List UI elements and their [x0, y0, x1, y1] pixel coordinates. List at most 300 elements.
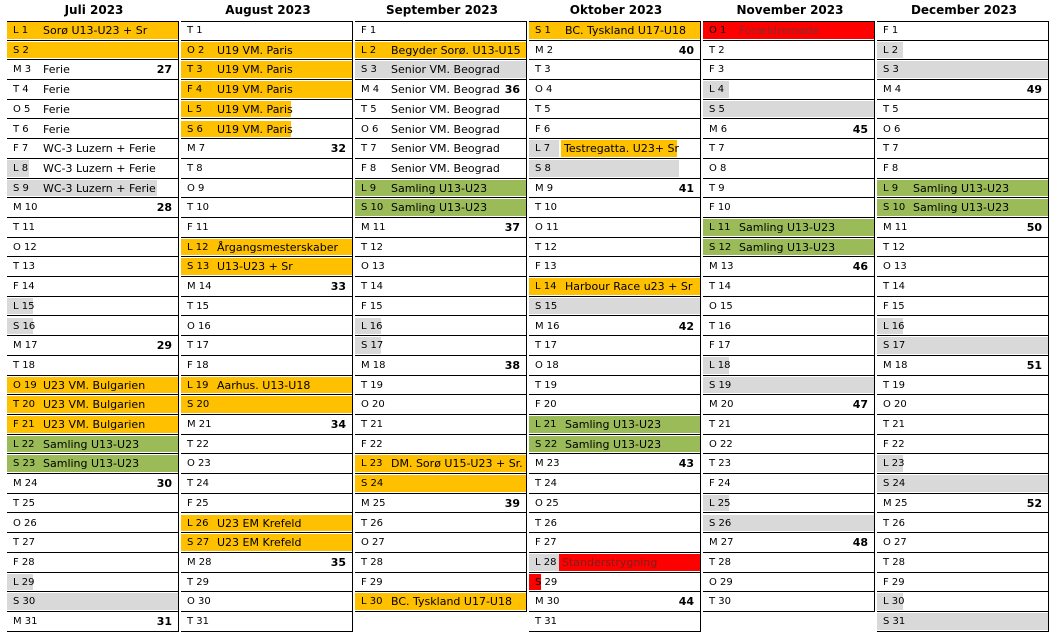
week-number: 30 — [156, 477, 172, 491]
day-label: S 31 — [883, 616, 906, 627]
day-label: O 9 — [187, 182, 205, 194]
day-label: S 29 — [535, 576, 558, 588]
day-row[interactable] — [181, 80, 352, 100]
day-row[interactable] — [877, 297, 1048, 317]
day-label: O 27 — [883, 537, 907, 549]
event-label: U23 VM. Bulgarien — [43, 378, 146, 392]
event-label: Senior VM. Beograd — [391, 142, 500, 156]
day-label: T 13 — [13, 261, 36, 273]
day-row[interactable] — [529, 612, 700, 632]
day-row[interactable] — [181, 533, 352, 553]
day-row[interactable] — [181, 120, 352, 140]
day-row[interactable] — [529, 60, 700, 80]
day-label: O 6 — [883, 123, 901, 135]
day-row[interactable] — [181, 356, 352, 376]
day-row[interactable] — [7, 474, 178, 494]
day-row[interactable] — [181, 336, 352, 356]
day-row[interactable] — [877, 376, 1048, 396]
day-label: L 16 — [361, 320, 383, 332]
day-row[interactable] — [703, 573, 874, 593]
day-row[interactable] — [703, 159, 874, 179]
event-label: U23 EM Krefeld — [217, 536, 302, 550]
day-row[interactable] — [529, 474, 700, 494]
day-row[interactable] — [529, 100, 700, 120]
day-label: T 19 — [883, 379, 906, 391]
event-label: Senior VM. Beograd — [391, 102, 500, 116]
day-label: T 14 — [361, 281, 384, 293]
day-label: T 2 — [709, 44, 725, 56]
week-number: 46 — [852, 260, 868, 274]
day-row[interactable] — [355, 179, 526, 199]
day-row[interactable] — [7, 80, 178, 100]
day-row[interactable] — [529, 139, 700, 159]
event-label: Harbour Race u23 + Sr — [565, 280, 693, 294]
day-label: T 5 — [361, 103, 377, 115]
day-label: F 28 — [13, 556, 35, 568]
day-label: M 2 — [535, 44, 554, 56]
event-label: WC-3 Luzern + Ferie — [43, 142, 156, 156]
day-row[interactable] — [355, 395, 526, 415]
day-row[interactable] — [7, 356, 178, 376]
day-row[interactable] — [355, 435, 526, 455]
day-label: T 19 — [361, 379, 384, 391]
day-label: S 13 — [187, 261, 210, 273]
day-row[interactable] — [703, 41, 874, 61]
day-row[interactable] — [877, 238, 1048, 258]
day-label: F 22 — [883, 438, 905, 450]
day-label: L 25 — [709, 497, 731, 509]
day-label: F 1 — [361, 25, 377, 36]
day-row[interactable] — [703, 120, 874, 140]
event-label: Standerstrygning — [562, 555, 658, 569]
event-label: Samling U13-U23 — [43, 437, 140, 451]
day-row[interactable] — [7, 592, 178, 612]
day-row[interactable] — [877, 514, 1048, 534]
day-row[interactable] — [529, 415, 700, 435]
day-row[interactable] — [529, 21, 700, 41]
day-row[interactable] — [355, 494, 526, 514]
day-label: L 21 — [535, 419, 557, 430]
column-separator — [352, 21, 353, 632]
day-label: T 22 — [187, 438, 210, 450]
event-label: Sorø U13-U23 + Sr — [43, 24, 148, 37]
day-row[interactable] — [355, 198, 526, 218]
day-row[interactable] — [181, 474, 352, 494]
day-label: F 15 — [361, 300, 383, 312]
day-row[interactable] — [355, 80, 526, 100]
day-row[interactable] — [703, 592, 874, 612]
grid-line — [181, 21, 352, 22]
day-row[interactable] — [355, 139, 526, 159]
day-row[interactable] — [355, 41, 526, 61]
day-row[interactable] — [877, 612, 1048, 632]
week-number: 38 — [504, 358, 520, 372]
month-column-august — [181, 0, 355, 642]
day-row[interactable] — [529, 120, 700, 140]
day-label: M 21 — [187, 419, 212, 430]
day-row[interactable] — [877, 435, 1048, 455]
day-row[interactable] — [529, 454, 700, 474]
day-row[interactable] — [877, 356, 1048, 376]
day-label: T 21 — [709, 419, 732, 430]
day-label: T 3 — [187, 64, 203, 76]
day-label: M 10 — [13, 202, 38, 214]
day-row[interactable] — [181, 257, 352, 277]
day-row[interactable] — [703, 454, 874, 474]
day-label: F 29 — [883, 576, 905, 588]
day-row[interactable] — [355, 376, 526, 396]
day-label: O 18 — [535, 359, 559, 371]
day-row[interactable] — [355, 454, 526, 474]
day-row[interactable] — [703, 198, 874, 218]
day-row[interactable] — [181, 612, 352, 632]
day-row[interactable] — [7, 454, 178, 474]
day-label: M 17 — [13, 340, 38, 352]
week-number: 33 — [330, 280, 346, 294]
week-number: 51 — [1026, 358, 1042, 372]
day-row[interactable] — [7, 60, 178, 80]
day-row[interactable] — [703, 100, 874, 120]
day-row[interactable] — [703, 336, 874, 356]
day-row[interactable] — [181, 277, 352, 297]
day-label: L 28 — [535, 556, 557, 568]
day-row[interactable] — [703, 474, 874, 494]
day-label: S 24 — [361, 478, 384, 490]
day-row[interactable] — [529, 317, 700, 337]
day-label: T 7 — [883, 143, 899, 155]
day-row[interactable] — [7, 553, 178, 573]
day-row[interactable] — [529, 159, 700, 179]
event-label: Samling U13-U23 — [565, 437, 662, 451]
day-row[interactable] — [181, 435, 352, 455]
day-row[interactable] — [181, 218, 352, 238]
day-row[interactable] — [703, 494, 874, 514]
day-row[interactable] — [703, 179, 874, 199]
day-label: T 26 — [361, 517, 384, 529]
day-row[interactable] — [529, 533, 700, 553]
day-row[interactable] — [877, 395, 1048, 415]
day-row[interactable] — [877, 336, 1048, 356]
day-row[interactable] — [7, 120, 178, 140]
day-row[interactable] — [355, 356, 526, 376]
day-label: T 15 — [187, 300, 210, 312]
day-row[interactable] — [355, 100, 526, 120]
day-row[interactable] — [7, 238, 178, 258]
day-row[interactable] — [529, 573, 700, 593]
day-row[interactable] — [181, 454, 352, 474]
day-row[interactable] — [529, 198, 700, 218]
day-row[interactable] — [181, 139, 352, 159]
day-row[interactable] — [703, 60, 874, 80]
day-row[interactable] — [7, 100, 178, 120]
day-row[interactable] — [181, 179, 352, 199]
column-separator — [1048, 21, 1049, 632]
day-label: T 14 — [709, 281, 732, 293]
event-label: Årgangsmesterskaber — [217, 240, 338, 254]
day-row[interactable] — [7, 139, 178, 159]
day-row[interactable] — [181, 553, 352, 573]
day-row[interactable] — [355, 120, 526, 140]
day-label: T 31 — [187, 616, 210, 627]
day-label: T 14 — [883, 281, 906, 293]
day-row[interactable] — [181, 238, 352, 258]
grid-line — [877, 21, 1048, 22]
day-label: L 2 — [883, 44, 899, 56]
day-label: F 25 — [187, 497, 209, 509]
day-label: O 19 — [13, 379, 37, 391]
day-row[interactable] — [877, 553, 1048, 573]
day-label: T 28 — [883, 556, 906, 568]
day-row[interactable] — [529, 297, 700, 317]
day-row[interactable] — [7, 159, 178, 179]
event-label: Ferie — [43, 83, 70, 97]
day-label: T 24 — [187, 478, 210, 490]
day-row[interactable] — [703, 21, 874, 41]
day-row[interactable] — [703, 415, 874, 435]
day-row[interactable] — [355, 336, 526, 356]
day-label: S 5 — [709, 103, 725, 115]
day-row[interactable] — [7, 336, 178, 356]
day-label: T 12 — [883, 241, 906, 253]
day-label: M 31 — [13, 616, 38, 627]
day-row[interactable] — [529, 218, 700, 238]
day-row[interactable] — [7, 257, 178, 277]
event-label: Samling U13-U23 — [913, 181, 1010, 195]
day-label: O 22 — [709, 438, 733, 450]
day-row[interactable] — [703, 395, 874, 415]
day-row[interactable] — [355, 553, 526, 573]
week-number: 37 — [504, 221, 520, 234]
day-row[interactable] — [355, 415, 526, 435]
day-row[interactable] — [703, 80, 874, 100]
day-row[interactable] — [703, 553, 874, 573]
day-label: O 4 — [535, 84, 553, 96]
day-row[interactable] — [355, 277, 526, 297]
day-row[interactable] — [703, 356, 874, 376]
day-label: S 20 — [187, 399, 210, 411]
event-label: Ferie — [43, 122, 70, 136]
day-row[interactable] — [529, 277, 700, 297]
day-row[interactable] — [877, 198, 1048, 218]
day-label: M 20 — [709, 399, 734, 411]
event-label: Testregatta. U23+ Sr — [564, 142, 680, 156]
day-row[interactable] — [529, 592, 700, 612]
day-row[interactable] — [355, 514, 526, 534]
day-row[interactable] — [529, 238, 700, 258]
day-row[interactable] — [703, 257, 874, 277]
day-row[interactable] — [181, 395, 352, 415]
day-row[interactable] — [703, 277, 874, 297]
day-row[interactable] — [7, 514, 178, 534]
day-label: L 8 — [13, 162, 29, 174]
day-row[interactable] — [7, 218, 178, 238]
day-row[interactable] — [877, 415, 1048, 435]
day-row[interactable] — [181, 415, 352, 435]
day-label: O 11 — [535, 222, 559, 233]
day-label: O 15 — [709, 300, 733, 312]
day-row[interactable] — [703, 317, 874, 337]
day-row[interactable] — [355, 297, 526, 317]
week-number: 50 — [1026, 221, 1042, 234]
day-row[interactable] — [877, 474, 1048, 494]
day-row[interactable] — [529, 494, 700, 514]
day-row[interactable] — [181, 376, 352, 396]
event-label: Samling U13-U23 — [739, 240, 836, 254]
day-row[interactable] — [877, 317, 1048, 337]
day-row[interactable] — [181, 198, 352, 218]
day-label: S 26 — [709, 517, 732, 529]
day-label: L 19 — [187, 379, 209, 391]
day-label: S 2 — [13, 44, 29, 56]
event-label: Begyder Sorø. U13-U15 — [391, 43, 521, 57]
month-column-september — [355, 0, 529, 642]
column-separator — [526, 21, 527, 612]
day-row[interactable] — [7, 395, 178, 415]
day-label: F 13 — [535, 261, 557, 273]
day-row[interactable] — [181, 317, 352, 337]
day-row[interactable] — [877, 100, 1048, 120]
event-label: Senior VM. Beograd — [391, 63, 500, 77]
day-row[interactable] — [877, 179, 1048, 199]
day-row[interactable] — [7, 297, 178, 317]
day-row[interactable] — [181, 297, 352, 317]
day-label: T 19 — [535, 379, 558, 391]
day-row[interactable] — [355, 474, 526, 494]
day-label: T 5 — [535, 103, 551, 115]
day-row[interactable] — [7, 179, 178, 199]
day-label: L 30 — [361, 596, 383, 608]
day-row[interactable] — [7, 612, 178, 632]
day-label: S 30 — [13, 596, 36, 608]
day-row[interactable] — [181, 573, 352, 593]
day-label: T 25 — [13, 497, 36, 509]
day-row[interactable] — [703, 514, 874, 534]
event-label: BC. Tyskland U17-U18 — [565, 24, 686, 37]
day-row[interactable] — [877, 159, 1048, 179]
grid-line — [355, 21, 526, 22]
day-row[interactable] — [703, 533, 874, 553]
day-row[interactable] — [7, 277, 178, 297]
day-label: T 7 — [709, 143, 725, 155]
day-row[interactable] — [529, 435, 700, 455]
day-row[interactable] — [529, 376, 700, 396]
day-row[interactable] — [7, 317, 178, 337]
day-label: F 10 — [709, 202, 731, 214]
day-label: L 22 — [13, 438, 35, 450]
day-row[interactable] — [529, 179, 700, 199]
month-title: September 2023 — [386, 3, 498, 17]
day-row[interactable] — [355, 257, 526, 277]
day-row[interactable] — [355, 159, 526, 179]
day-row[interactable] — [7, 21, 178, 41]
day-label: S 17 — [361, 340, 384, 352]
day-row[interactable] — [181, 60, 352, 80]
day-row[interactable] — [7, 533, 178, 553]
day-row[interactable] — [355, 218, 526, 238]
day-label: F 8 — [883, 162, 899, 174]
day-row[interactable] — [529, 336, 700, 356]
day-row[interactable] — [703, 297, 874, 317]
week-number: 43 — [678, 457, 694, 471]
day-label: T 31 — [535, 616, 558, 627]
event-label: Samling U13-U23 — [391, 181, 488, 195]
day-row[interactable] — [355, 21, 526, 41]
day-label: S 15 — [535, 300, 558, 312]
week-number: 52 — [1026, 496, 1042, 510]
day-row[interactable] — [181, 494, 352, 514]
day-row[interactable] — [877, 60, 1048, 80]
day-label: T 3 — [535, 64, 551, 76]
day-row[interactable] — [181, 21, 352, 41]
week-number: 29 — [156, 339, 172, 353]
day-row[interactable] — [529, 356, 700, 376]
day-row[interactable] — [355, 573, 526, 593]
day-row[interactable] — [877, 454, 1048, 474]
week-number: 44 — [678, 595, 694, 609]
day-row[interactable] — [877, 592, 1048, 612]
day-row[interactable] — [529, 41, 700, 61]
day-row[interactable] — [877, 573, 1048, 593]
day-row[interactable] — [7, 494, 178, 514]
day-row[interactable] — [877, 41, 1048, 61]
day-label: F 6 — [535, 123, 551, 135]
event-label: WC-3 Luzern + Ferie — [43, 181, 156, 195]
day-label: F 15 — [883, 300, 905, 312]
day-row[interactable] — [529, 514, 700, 534]
day-row[interactable] — [355, 238, 526, 258]
day-row[interactable] — [7, 198, 178, 218]
day-row[interactable] — [529, 257, 700, 277]
day-row[interactable] — [703, 139, 874, 159]
day-row[interactable] — [355, 592, 526, 612]
day-row[interactable] — [7, 573, 178, 593]
day-row[interactable] — [529, 553, 700, 573]
day-row[interactable] — [181, 159, 352, 179]
day-label: L 18 — [709, 359, 731, 371]
day-row[interactable] — [355, 60, 526, 80]
day-row[interactable] — [703, 376, 874, 396]
day-row[interactable] — [529, 80, 700, 100]
day-row[interactable] — [877, 120, 1048, 140]
day-row[interactable] — [877, 494, 1048, 514]
day-row[interactable] — [181, 41, 352, 61]
day-row[interactable] — [703, 218, 874, 238]
day-row[interactable] — [7, 415, 178, 435]
day-row[interactable] — [877, 80, 1048, 100]
day-label: L 1 — [13, 25, 29, 36]
day-row[interactable] — [877, 533, 1048, 553]
day-row[interactable] — [355, 317, 526, 337]
day-row[interactable] — [7, 435, 178, 455]
week-number: 45 — [852, 122, 868, 136]
day-row[interactable] — [7, 41, 178, 61]
day-row[interactable] — [181, 592, 352, 612]
day-row[interactable] — [877, 139, 1048, 159]
day-row[interactable] — [877, 218, 1048, 238]
year-calendar — [7, 0, 1050, 642]
day-row[interactable] — [355, 533, 526, 553]
day-row[interactable] — [703, 238, 874, 258]
day-row[interactable] — [181, 514, 352, 534]
day-row[interactable] — [7, 376, 178, 396]
day-row[interactable] — [877, 21, 1048, 41]
day-row[interactable] — [877, 277, 1048, 297]
day-row[interactable] — [181, 100, 352, 120]
day-row[interactable] — [529, 395, 700, 415]
day-highlight — [7, 42, 178, 59]
day-row[interactable] — [877, 257, 1048, 277]
day-row[interactable] — [703, 435, 874, 455]
